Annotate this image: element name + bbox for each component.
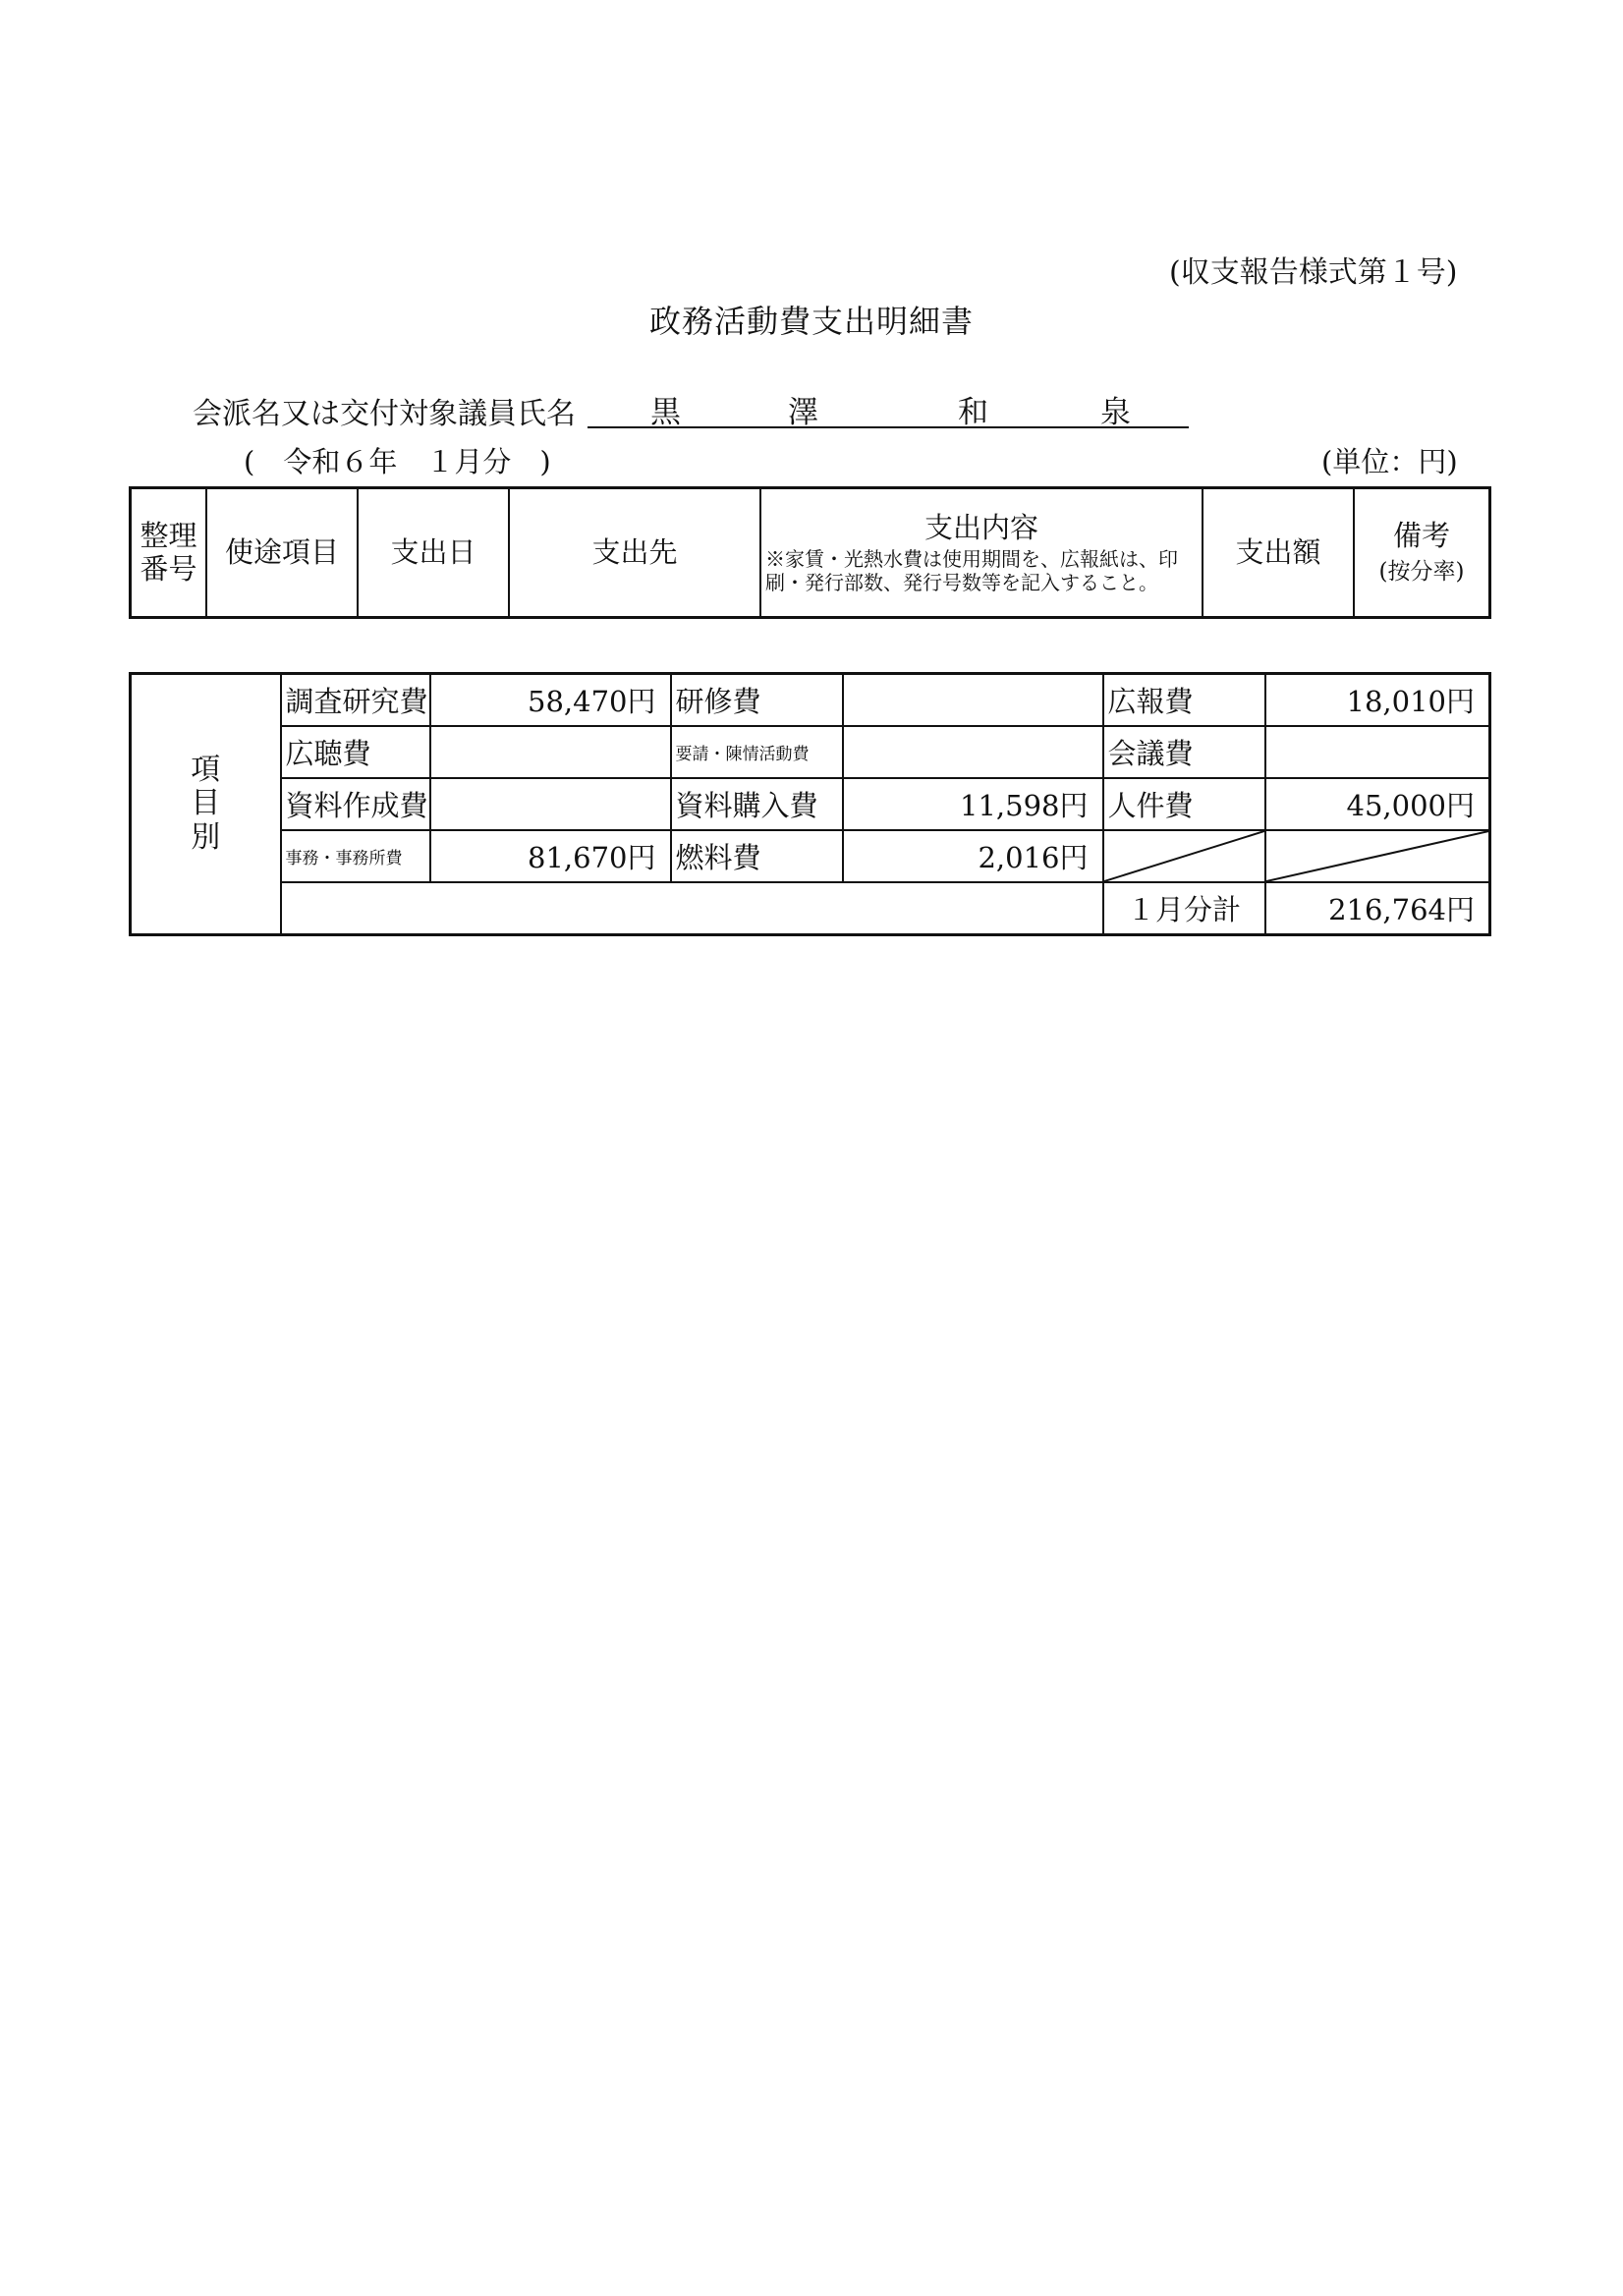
category-amount — [843, 726, 1103, 778]
category-amount — [430, 778, 671, 830]
category-amount: 58,470円 — [430, 674, 671, 727]
category-amount: 81,670円 — [430, 830, 671, 882]
category-side-label: 項 目 別 — [131, 674, 281, 935]
category-label: 資料購入費 — [671, 778, 843, 830]
member-name-char: 泉 — [1100, 395, 1131, 430]
diagonal-strike — [1266, 831, 1489, 881]
category-summary-table — [129, 672, 1491, 936]
category-label: 広聴費 — [281, 726, 430, 778]
name-label: 会派名又は交付対象議員氏名 — [193, 397, 576, 431]
header-amount: 支出額 — [1203, 488, 1354, 618]
category-label: 会議費 — [1103, 726, 1265, 778]
category-label: 人件費 — [1103, 778, 1265, 830]
category-amount: 2,016円 — [843, 830, 1103, 882]
category-amount — [1265, 726, 1490, 778]
blank-total-row — [281, 882, 1103, 935]
struck-out-cell — [1265, 830, 1490, 882]
category-amount — [430, 726, 671, 778]
header-remarks: 備考 (按分率) — [1354, 488, 1490, 618]
currency-unit: (単位：円) — [1321, 445, 1458, 478]
header-serial-number: 整理 番号 — [131, 488, 207, 618]
header-purpose-item: 使途項目 — [206, 488, 358, 618]
member-name-char: 澤 — [788, 395, 818, 430]
category-label: 事務・事務所費 — [281, 830, 430, 882]
category-label: 燃料費 — [671, 830, 843, 882]
category-label: 要請・陳情活動費 — [671, 726, 843, 778]
category-amount: 45,000円 — [1265, 778, 1490, 830]
member-name-char: 黒 — [650, 395, 681, 430]
header-expense-details: 支出内容 ※家賃・光熱水費は使用期間を、広報紙は、印刷・発行部数、発行号数等を記入すること。 — [760, 488, 1203, 618]
member-name-char: 和 — [958, 395, 988, 430]
diagonal-strike — [1104, 831, 1264, 881]
category-label: 広報費 — [1103, 674, 1265, 727]
category-amount — [843, 674, 1103, 727]
document-title: 政務活動費支出明細書 — [648, 303, 974, 340]
monthly-total-label: １月分計 — [1103, 882, 1265, 935]
header-expense-date: 支出日 — [358, 488, 509, 618]
category-label: 調査研究費 — [281, 674, 430, 727]
struck-out-cell — [1103, 830, 1265, 882]
category-label: 資料作成費 — [281, 778, 430, 830]
category-label: 研修費 — [671, 674, 843, 727]
report-period: ( 令和６年 １月分 ) — [244, 445, 551, 478]
monthly-total-amount: 216,764円 — [1265, 882, 1490, 935]
category-amount: 18,010円 — [1265, 674, 1490, 727]
form-code: (収支報告様式第１号) — [1169, 255, 1458, 290]
category-amount: 11,598円 — [843, 778, 1103, 830]
header-payee: 支出先 — [509, 488, 760, 618]
expense-header-table — [129, 486, 1491, 619]
